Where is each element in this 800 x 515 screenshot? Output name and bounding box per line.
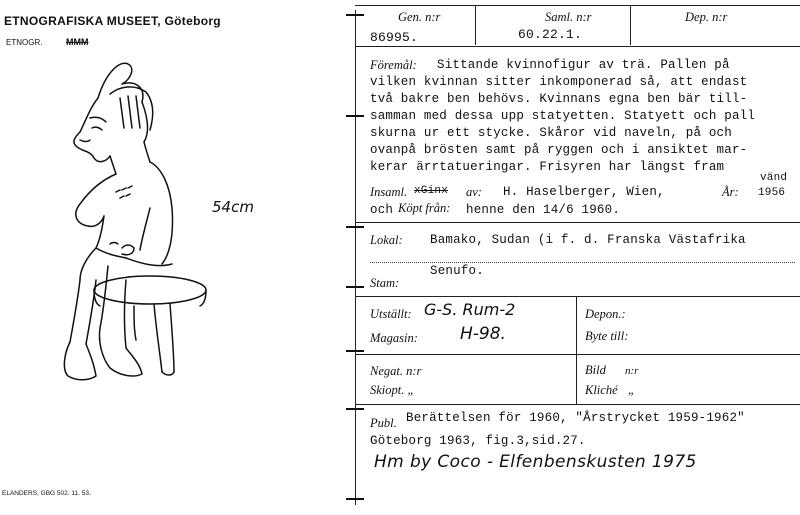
foremal-line-5: skurna ur ett stycke. Skåror vid naveln, på och — [370, 126, 732, 140]
notch-5 — [346, 350, 364, 352]
foremal-line-1: Sittande kvinnofigur av trä. Pallen på — [437, 58, 730, 72]
kliche-label: Kliché — [585, 383, 618, 397]
handwritten-note: Hm by Coco - Elfenbenskusten 1975 — [374, 452, 697, 472]
header-top-rule — [355, 5, 800, 6]
utstallt-label: Utställt: — [370, 307, 412, 321]
notch-1 — [346, 14, 364, 16]
lokal-dotted-line — [370, 262, 795, 263]
insaml-struck: xGinx — [414, 185, 449, 197]
foremal-label: Föremål: — [370, 58, 417, 72]
bild-label: Bild — [585, 363, 606, 377]
gen-nr-label: Gen. n:r — [398, 10, 441, 24]
header-bottom-rule — [355, 46, 800, 47]
stam-value: Senufo. — [430, 264, 484, 278]
lokal-label: Lokal: — [370, 233, 403, 247]
foremal-line-7: kerar ärrtatueringar. Frisyren har längst fram — [370, 160, 725, 174]
printer-note: ELANDERS, GBG 502. 11. 53. — [2, 490, 91, 497]
kopt-label: Köpt från: — [398, 201, 451, 215]
etnogr-label: ETNOGR. — [6, 38, 43, 47]
kopt-value: henne den 14/6 1960. — [466, 203, 621, 217]
card-left-border — [355, 10, 356, 505]
negat-divider — [576, 354, 577, 404]
foremal-line-6: ovanpå brösten samt på ryggen och i ansiktet mar- — [370, 143, 748, 157]
stam-label: Stam: — [370, 276, 400, 290]
gen-nr-value: 86995. — [370, 30, 419, 45]
insaml-value: H. Haselberger, Wien, — [503, 185, 665, 199]
rule-after-magasin — [355, 354, 800, 355]
kliche-suffix: „ — [628, 383, 635, 397]
magasin-value: H-98. — [460, 324, 506, 344]
byte-label: Byte till: — [585, 329, 629, 343]
rule-after-stam — [355, 296, 800, 297]
publ-line-1: Berättelsen för 1960, "Årstrycket 1959-1962" — [406, 411, 745, 425]
saml-nr-value: 60.22.1. — [518, 27, 583, 42]
skiopt-label: Skiopt. „ — [370, 383, 415, 397]
negat-label: Negat. n:r — [370, 364, 422, 378]
notch-6 — [346, 408, 364, 410]
saml-nr-label: Saml. n:r — [545, 10, 592, 24]
foremal-line-4: samman med dessa upp statyetten. Statyett och pall — [370, 109, 756, 123]
insaml-label: Insaml. — [370, 185, 408, 199]
utstallt-divider — [576, 296, 577, 354]
utstallt-value: G-S. Rum-2 — [424, 300, 516, 319]
col-divider-2 — [630, 5, 631, 45]
insaml-av-label: av: — [466, 185, 482, 199]
och-text: och — [370, 203, 394, 217]
publ-line-2: Göteborg 1963, fig.3,sid.27. — [370, 434, 586, 448]
rule-after-negat — [355, 404, 800, 405]
seated-figure-drawing — [50, 58, 270, 408]
size-note: 54cm — [212, 198, 254, 216]
museum-title: ETNOGRAFISKA MUSEET, Göteborg — [4, 14, 221, 28]
bild-suffix: n:r — [625, 365, 639, 377]
dep-nr-label: Dep. n:r — [685, 10, 728, 24]
notch-7 — [346, 498, 364, 500]
magasin-label: Magasin: — [370, 331, 418, 345]
struck-code: MMM — [66, 37, 89, 47]
depon-label: Depon.: — [585, 307, 626, 321]
year-value: 1956 — [758, 187, 786, 199]
publ-label: Publ. — [370, 416, 397, 430]
notch-4 — [346, 286, 364, 288]
notch-3 — [346, 226, 364, 228]
notch-2 — [346, 115, 364, 117]
year-label: År: — [722, 185, 739, 199]
col-divider-1 — [475, 5, 476, 45]
foremal-line-3: två bakre ben behövs. Kvinnans egna ben bär till- — [370, 92, 748, 106]
foremal-line-2: vilken kvinnan sitter inkomponerad så, att endast — [370, 75, 748, 89]
rule-after-insaml — [355, 222, 800, 223]
foremal-overflow-word: vänd — [760, 172, 788, 184]
lokal-value: Bamako, Sudan (i f. d. Franska Västafrika — [430, 233, 746, 247]
